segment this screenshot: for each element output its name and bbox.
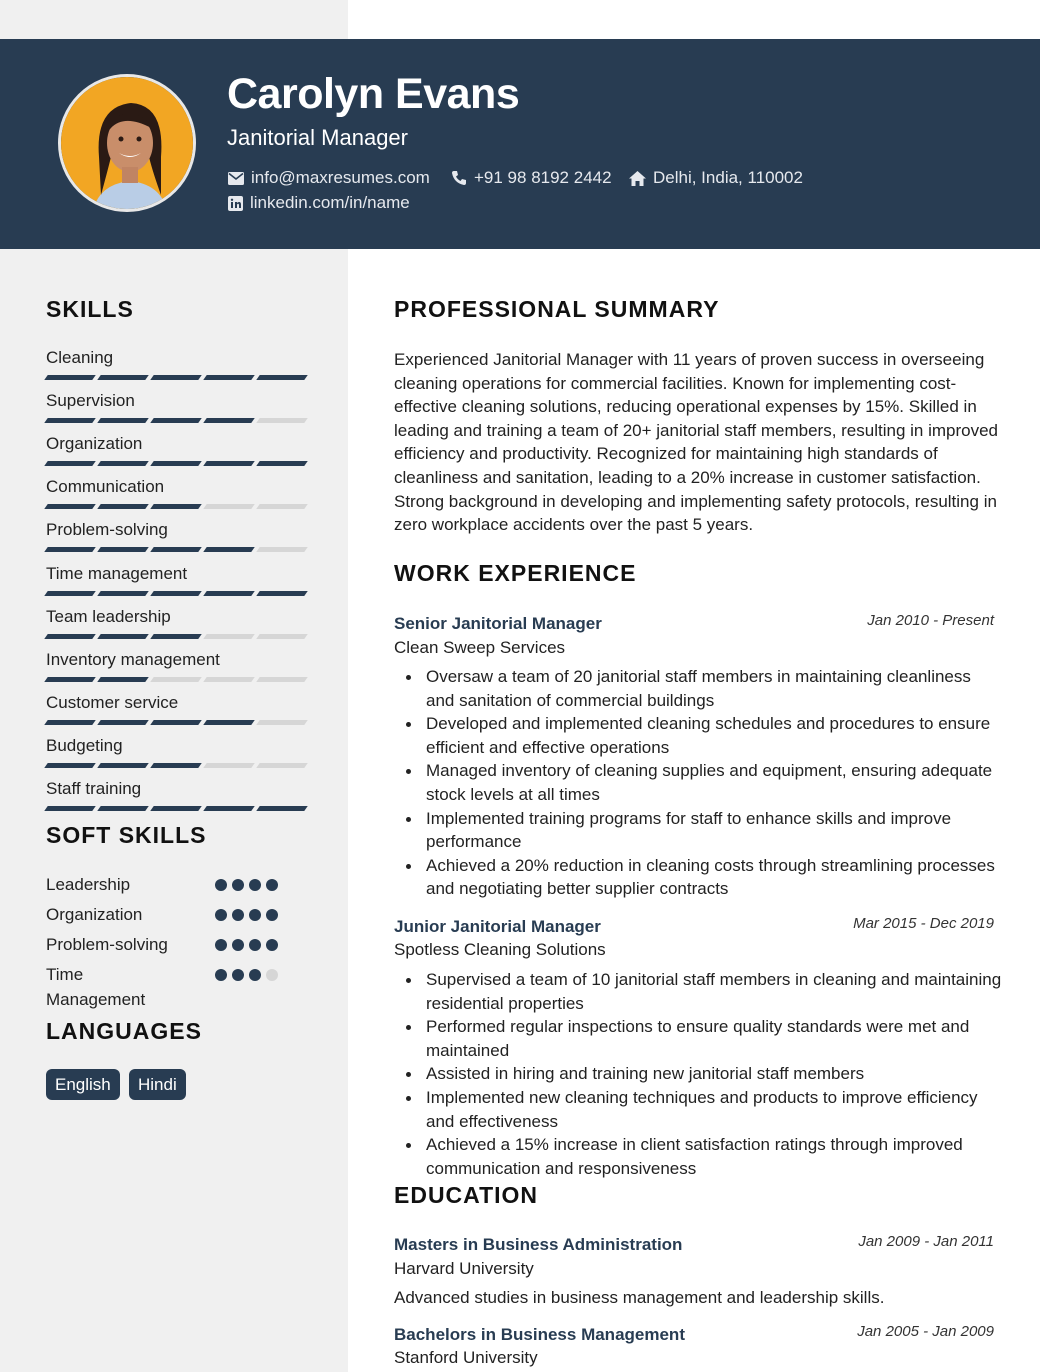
skill-level-segment [256,418,308,423]
location-contact [629,168,803,188]
location-text: Delhi, India, 110002 [653,168,803,187]
linkedin-icon [228,196,243,211]
skill-name: Problem-solving [46,520,168,540]
skill-level-bar [46,461,306,466]
skill-level-segment [44,418,96,423]
list-item: Oversaw a team of 20 janitorial staff members in maintaining cleanliness and sanitation of commercial buildings [426,665,1002,712]
skill-level-bar [46,763,306,768]
skill-level-segment [44,504,96,509]
skill-level-segment [44,806,96,811]
rating-dot [232,969,244,981]
candidate-name: Carolyn Evans [227,70,520,118]
skill-level-segment [203,461,255,466]
job-bullets [426,968,1002,1180]
skill-level-segment [150,418,202,423]
skill-level-segment [97,763,149,768]
list-item: Achieved a 15% increase in client satisfaction ratings through improved communication and responsiveness [426,1133,1002,1180]
skill-level-bar [46,677,306,682]
skill-level-segment [256,806,308,811]
school-name: Harvard University [394,1259,534,1278]
skill-level-segment [97,418,149,423]
skill-level-segment [203,677,255,682]
skill-level-bar [46,720,306,725]
soft-skill-name: Organization [46,905,143,924]
skill-level-bar [46,547,306,552]
education-heading: EDUCATION [394,1182,539,1208]
candidate-title: Janitorial Manager [227,125,408,150]
skill-level-segment [44,591,96,596]
list-item: Developed and implemented cleaning schedules and procedures to ensure efficient and effective operations [426,712,1002,759]
home-icon [629,171,646,186]
rating-dot [215,969,227,981]
job-dates: Mar 2015 - Dec 2019 [853,915,994,932]
linkedin-contact[interactable] [228,193,410,213]
rating-dot [266,939,278,951]
skill-level-segment [203,375,255,380]
email-contact[interactable] [228,168,430,188]
skill-name: Cleaning [46,348,114,367]
soft-skill-rating [215,939,278,951]
company-name: Clean Sweep Services [394,638,566,657]
skill-level-segment [97,547,149,552]
soft-skill-rating [215,969,278,981]
education-dates: Jan 2005 - Jan 2009 [857,1323,994,1340]
rating-dot [232,909,244,921]
skill-row [46,434,302,454]
skill-level-segment [97,677,149,682]
soft-skill-name: Leadership [46,875,131,894]
list-item: Performed regular inspections to ensure quality standards were met and maintained [426,1015,1002,1062]
rating-dot [249,879,261,891]
rating-dot [266,879,278,891]
skill-row [46,779,302,799]
rating-dot [215,909,227,921]
skill-level-segment [44,375,96,380]
skill-row [46,477,302,497]
skill-name: Time management [46,563,188,583]
skill-name: Team leadership [46,606,171,626]
soft-skill-rating [215,909,278,921]
skill-level-segment [150,763,202,768]
rating-dot [249,939,261,951]
skill-level-segment [203,504,255,509]
skill-level-segment [203,591,255,596]
skill-level-segment [203,634,255,639]
skill-row [46,693,302,713]
skill-row [46,650,302,670]
skill-level-segment [256,677,308,682]
skill-level-segment [44,461,96,466]
degree-title: Bachelors in Business Management [394,1325,685,1344]
skill-level-bar [46,504,306,509]
skill-row [46,607,302,627]
soft-skill-name: Time Management [46,965,146,1009]
skill-level-segment [150,461,202,466]
skill-level-segment [256,763,308,768]
skill-level-segment [150,677,202,682]
skill-level-segment [44,720,96,725]
email-text: info@maxresumes.com [251,168,430,187]
soft-skill-rating [215,879,278,891]
linkedin-text: linkedin.com/in/name [250,193,410,212]
skill-level-segment [97,504,149,509]
list-item: Achieved a 20% reduction in cleaning costs through streamlining processes and negotiating better supplier contracts [426,854,1002,901]
skill-level-segment [44,634,96,639]
skill-level-segment [97,375,149,380]
skill-level-segment [97,591,149,596]
rating-dot [249,909,261,921]
skill-name: Budgeting [46,735,123,755]
job-title: Senior Janitorial Manager [394,614,602,633]
skill-level-segment [44,677,96,682]
avatar [58,74,196,212]
skill-level-segment [256,591,308,596]
summary-text: Experienced Janitorial Manager with 11 years of proven success in overseeing cleaning operations for commercial facilities. Known for implementing cost-effective cleaning solutions, reducing operational expenses by 15%. Skilled in leading and training a team of 20+ janitorial staff members, resulting in improved efficiency and productivity. Recognized for maintaining high standards of cleanliness and sanitation, leading to a 20% increase in customer satisfaction. Strong background in developing and implementing safety protocols, resulting in zero workplace accidents over the past 5 years. [394,350,998,535]
job-dates: Jan 2010 - Present [867,612,994,629]
skill-level-segment [97,634,149,639]
rating-dot [215,879,227,891]
list-item: Implemented new cleaning techniques and products to improve efficiency and effectiveness [426,1086,1002,1133]
skill-level-segment [256,375,308,380]
rating-dot [266,969,278,981]
language-tag: English [46,1069,120,1100]
skill-level-segment [203,547,255,552]
skill-name: Communication [46,477,165,497]
rating-dot [232,879,244,891]
skill-level-segment [150,591,202,596]
list-item: Managed inventory of cleaning supplies and equipment, ensuring adequate stock levels at all times [426,759,1002,806]
skill-level-segment [150,806,202,811]
phone-contact[interactable] [451,168,612,188]
skills-heading: SKILLS [46,296,134,322]
rating-dot [232,939,244,951]
skill-level-segment [97,806,149,811]
skill-level-segment [150,634,202,639]
languages-heading: LANGUAGES [46,1018,202,1044]
degree-title: Masters in Business Administration [394,1235,683,1254]
skill-name: Customer service [46,692,179,712]
skill-level-bar [46,591,306,596]
list-item: Assisted in hiring and training new janitorial staff members [426,1062,1002,1086]
skill-level-segment [44,547,96,552]
rating-dot [266,909,278,921]
phone-text: +91 98 8192 2442 [474,168,612,187]
skill-level-segment [150,720,202,725]
soft-skill-name: Problem-solving [46,935,168,954]
education-dates: Jan 2009 - Jan 2011 [858,1233,994,1250]
experience-heading: WORK EXPERIENCE [394,560,637,586]
skill-name: Inventory management [46,649,220,669]
list-item: Supervised a team of 10 janitorial staff members in cleaning and maintaining residential properties [426,968,1002,1015]
phone-icon [451,170,467,186]
skill-level-segment [256,504,308,509]
skill-level-segment [203,418,255,423]
skill-name: Supervision [46,391,135,411]
skill-level-segment [150,547,202,552]
education-description: Advanced studies in business management and leadership skills. [394,1288,885,1307]
envelope-icon [228,172,244,185]
company-name: Spotless Cleaning Solutions [394,940,606,959]
skill-level-segment [256,720,308,725]
skill-level-segment [97,461,149,466]
skill-level-segment [256,461,308,466]
skill-level-bar [46,806,306,811]
skill-row [46,564,302,584]
skill-name: Staff training [46,779,142,798]
skill-level-segment [150,375,202,380]
skill-level-bar [46,375,306,380]
skill-level-segment [44,763,96,768]
soft-skills-heading: SOFT SKILLS [46,822,207,848]
rating-dot [215,939,227,951]
skill-level-segment [203,720,255,725]
skill-level-segment [256,547,308,552]
summary-heading: PROFESSIONAL SUMMARY [394,296,720,322]
skill-level-segment [203,806,255,811]
skill-level-segment [97,720,149,725]
language-tag: Hindi [129,1069,186,1100]
rating-dot [249,969,261,981]
skill-level-segment [150,504,202,509]
skill-row [46,736,302,756]
list-item: Implemented training programs for staff to enhance skills and improve performance [426,807,1002,854]
skill-row [46,520,302,540]
skill-level-bar [46,634,306,639]
job-bullets [426,665,1002,901]
skill-name: Organization [46,434,143,454]
skill-level-bar [46,418,306,423]
skill-level-segment [256,634,308,639]
skill-row [46,391,302,411]
skill-level-segment [203,763,255,768]
skill-row [46,348,302,368]
school-name: Stanford University [394,1348,538,1367]
job-title: Junior Janitorial Manager [394,917,601,936]
